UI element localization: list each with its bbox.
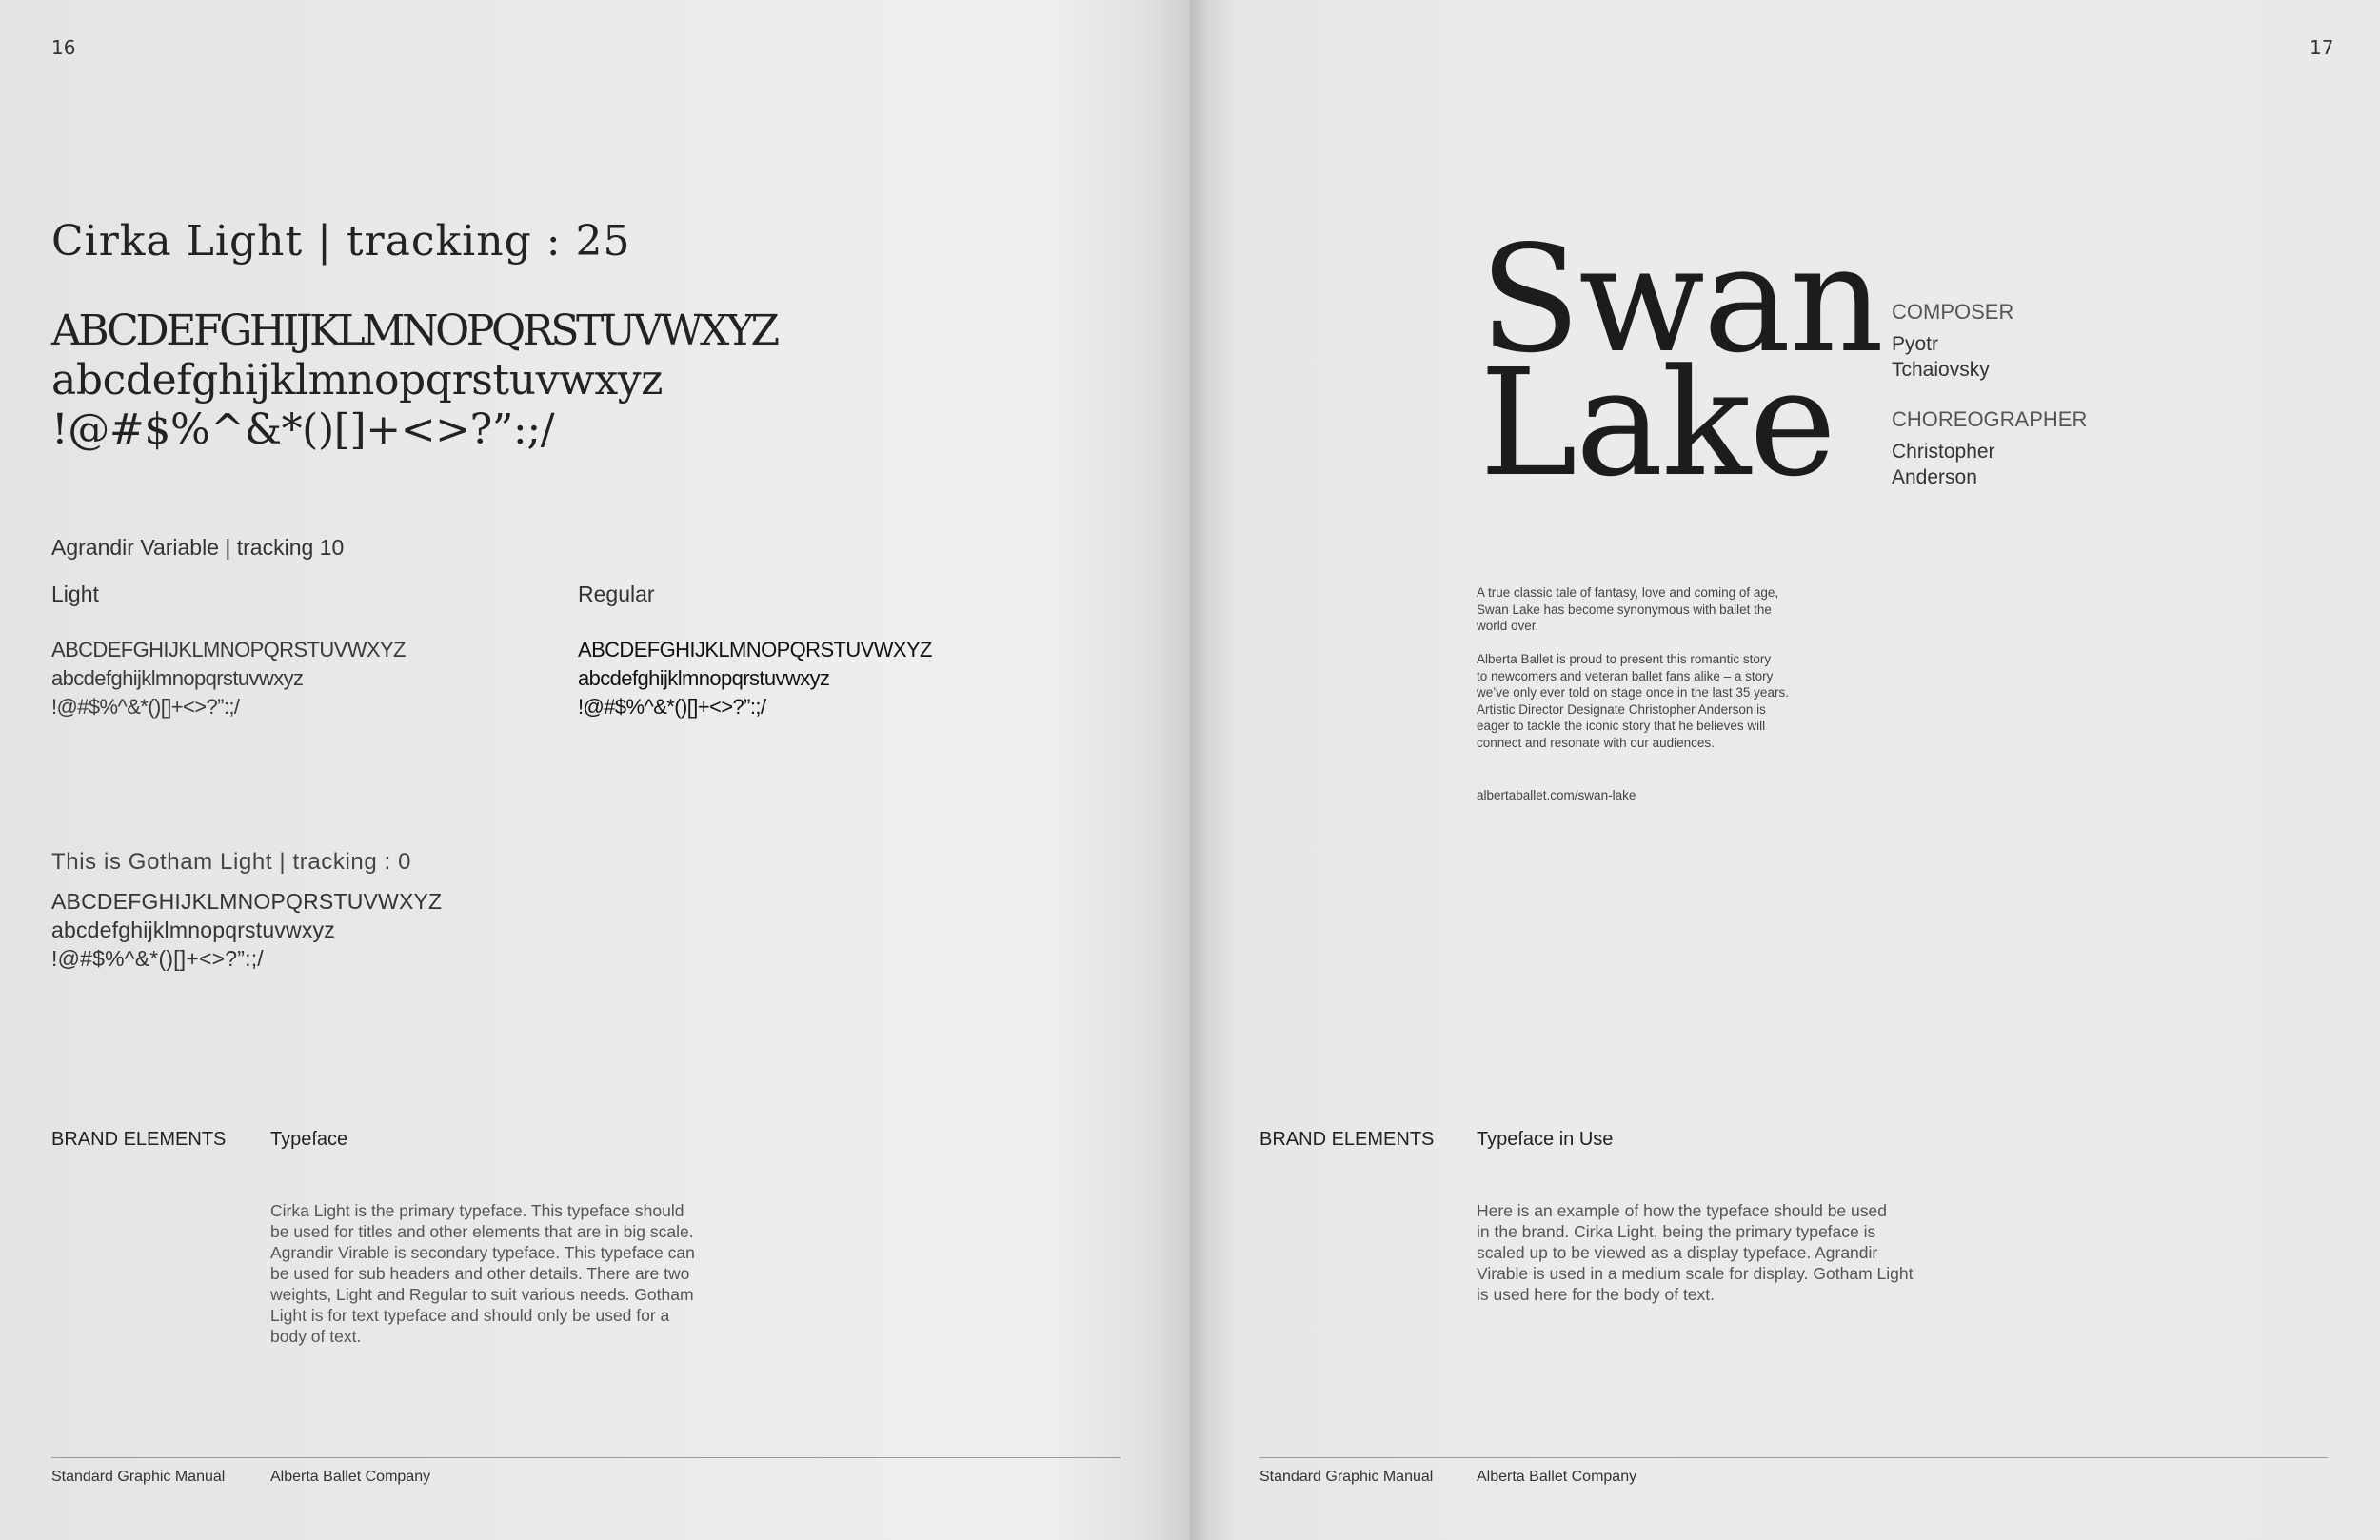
cirka-symbols: !@#$%^&*()[]+<>?”:;/ bbox=[51, 405, 555, 454]
intro-paragraph: A true classic tale of fantasy, love and coming of age, Swan Lake has become synonymous with ballet the world over. bbox=[1477, 585, 1779, 633]
choreographer-label: CHOREOGRAPHER bbox=[1892, 407, 2088, 431]
agrandir-regular-label: Regular bbox=[578, 582, 655, 606]
detail-paragraph: Alberta Ballet is proud to present this romantic story to newcomers and veteran ballet fans alike – a story we’ve only ever told on stage once in the last 35 years. Artistic Director Designate Christopher Anderson is eager to tackle the iconic story that he believes will connect and resonate with our audiences. bbox=[1477, 652, 1789, 750]
agrandir-light-uppercase: ABCDEFGHIJKLMNOPQRSTUVWXYZ bbox=[51, 638, 406, 661]
footer-manual-title: Standard Graphic Manual bbox=[1259, 1469, 1434, 1485]
page-number: 17 bbox=[2310, 36, 2334, 59]
display-title bbox=[1479, 213, 1883, 509]
section-label: BRAND ELEMENTS bbox=[51, 1129, 227, 1150]
section-title: Typeface bbox=[270, 1129, 348, 1150]
gotham-lowercase: abcdefghijklmnopqrstuvwxyz bbox=[51, 918, 335, 942]
display-title-line-2: Lake bbox=[1479, 337, 1835, 509]
typeface-description: Cirka Light is the primary typeface. This typeface should be used for titles and other elements that are in big scale. Agrandir Virable is secondary typeface. This typeface can be used for sub headers and other details. There are two weights, Light and Regular to suit various needs. Gotham Light is for text typeface and should only be used for a body of text. bbox=[270, 1201, 695, 1346]
gotham-uppercase: ABCDEFGHIJKLMNOPQRSTUVWXYZ bbox=[51, 889, 443, 914]
agrandir-regular-uppercase: ABCDEFGHIJKLMNOPQRSTUVWXYZ bbox=[578, 638, 932, 661]
composer-name: Pyotr Tchaiovsky bbox=[1892, 333, 1990, 381]
typeface-usage-description: Here is an example of how the typeface should be used in the brand. Cirka Light, being the primary typeface is scaled up to be viewed as a display typeface. Agrandir Virable is used in a medium scale for display. Gotham Light is used here for the body of text. bbox=[1477, 1201, 1914, 1304]
gotham-symbols: !@#$%^&*()[]+<>?”:;/ bbox=[51, 946, 264, 971]
footer-manual-title: Standard Graphic Manual bbox=[51, 1469, 226, 1485]
agrandir-regular-symbols: !@#$%^&*()[]+<>?”:;/ bbox=[578, 695, 766, 719]
gotham-specimen-title: This is Gotham Light | tracking : 0 bbox=[51, 849, 412, 875]
gotham-specimen bbox=[51, 887, 442, 973]
cirka-uppercase: ABCDEFGHIJKLMNOPQRSTUVWXYZ bbox=[51, 306, 777, 355]
agrandir-light-specimen bbox=[51, 636, 406, 721]
cirka-specimen bbox=[51, 306, 777, 455]
footer-company: Alberta Ballet Company bbox=[1477, 1469, 1637, 1485]
cirka-specimen-title: Cirka Light | tracking : 25 bbox=[51, 217, 631, 266]
agrandir-light-lowercase: abcdefghijklmnopqrstuvwxyz bbox=[51, 666, 304, 690]
cirka-lowercase: abcdefghijklmnopqrstuvwxyz bbox=[51, 356, 663, 405]
section-title: Typeface in Use bbox=[1477, 1129, 1614, 1150]
agrandir-regular-lowercase: abcdefghijklmnopqrstuvwxyz bbox=[578, 666, 830, 690]
event-url: albertaballet.com/swan-lake bbox=[1477, 788, 1636, 802]
right-page bbox=[1190, 0, 2380, 1540]
agrandir-specimen-title: Agrandir Variable | tracking 10 bbox=[51, 535, 345, 560]
agrandir-regular-specimen bbox=[578, 636, 932, 721]
choreographer-name: Christopher Anderson bbox=[1892, 441, 1995, 488]
footer-divider bbox=[51, 1457, 1121, 1458]
page-number: 16 bbox=[51, 36, 76, 59]
section-label: BRAND ELEMENTS bbox=[1259, 1129, 1435, 1150]
composer-label: COMPOSER bbox=[1892, 300, 2014, 324]
footer-divider bbox=[1259, 1457, 2328, 1458]
display-title-line-1: Swan bbox=[1479, 213, 1883, 385]
agrandir-light-symbols: !@#$%^&*()[]+<>?”:;/ bbox=[51, 695, 240, 719]
agrandir-light-label: Light bbox=[51, 582, 99, 606]
footer-company: Alberta Ballet Company bbox=[270, 1469, 431, 1485]
